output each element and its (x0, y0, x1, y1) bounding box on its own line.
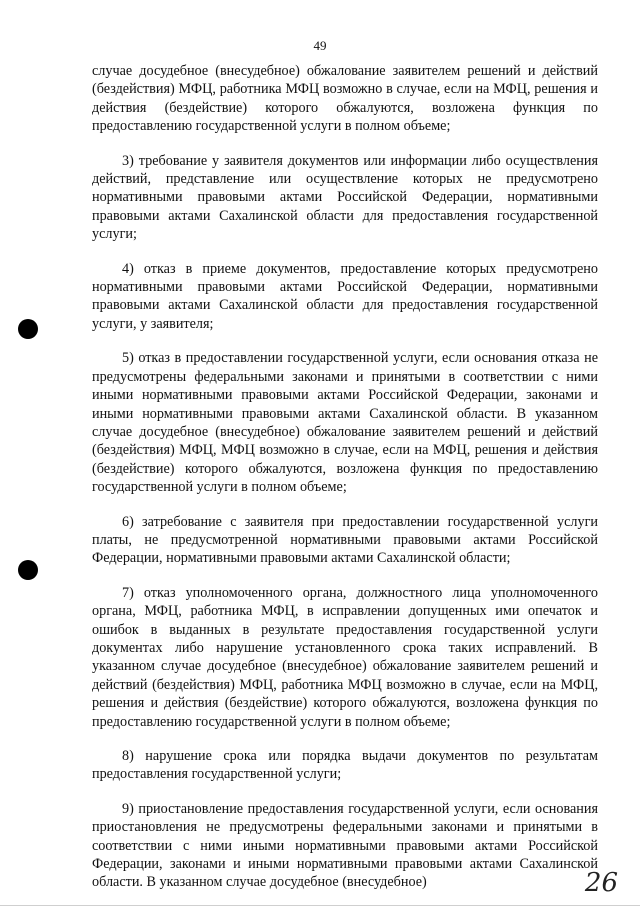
paragraph-item-4: 4) отказ в приеме документов, предоставление которых предусмотрено нормативными правовыми актами Российской Федерации, нормативными правовыми актами Сахалинской области для предоставления государственной услуги, у заявителя; (92, 260, 598, 332)
paragraph-continuation: случае досудебное (внесудебное) обжалование заявителем решений и действий (бездействия) МФЦ, работника МФЦ возможно в случае, если на МФЦ, решения и действия (бездействие) которого обжалуются, возложена функция по предоставлению государственной услуги в полном объеме; (92, 63, 598, 135)
paragraph-item-8: 8) нарушение срока или порядка выдачи документов по результатам предоставления государственной услуги; (92, 748, 598, 783)
handwritten-sheet-number: 26 (584, 868, 618, 898)
paragraph-item-9: 9) приостановление предоставления государственной услуги, если основания приостановления не предусмотрены федеральными законами и принятыми в соответствии с ними иными нормативными правовыми актами Российской Федерации, законами и иными нормативными правовыми актами Сахалинской области. В указанном случае досудебное (внесудебное) (92, 800, 598, 891)
paragraph-item-7: 7) отказ уполномоченного органа, должностного лица уполномоченного органа, МФЦ, работника МФЦ, в исправлении допущенных ими опечаток и ошибок в выданных в результате предоставления государственной услуги документах либо нарушение установленного срока таких исправлений. В указанном случае досудебное (внесудебное) обжалование заявителем решений и действий (бездействия) МФЦ, работника МФЦ возможно в случае, если на МФЦ, решения и действия (бездействие) которого обжалуются, возложена функция по предоставлению государственной услуги в полном объеме; (92, 584, 598, 730)
page-number: 49 (313, 38, 327, 53)
page-bottom-edge (0, 905, 640, 906)
punch-hole-mark (18, 560, 38, 580)
paragraph-item-6: 6) затребование с заявителя при предоставлении государственной услуги платы, не предусмотренной нормативными правовыми актами Российской Федерации, нормативными правовыми актами Сахалинской области; (92, 513, 598, 567)
punch-hole-mark (18, 319, 38, 339)
document-body (92, 62, 598, 908)
paragraph-item-3: 3) требование у заявителя документов или информации либо осуществления действий, представление или осуществление которых не предусмотрено нормативными правовыми актами Российской Федерации, нормативными правовыми актами Сахалинской области для предоставления государственной услуги; (92, 152, 598, 243)
paragraph-item-5: 5) отказ в предоставлении государственной услуги, если основания отказа не предусмотрены федеральными законами и принятыми в соответствии с ними иными нормативными правовыми актами Российской Федерации, законами и иными нормативными правовыми актами Сахалинской области. В указанном случае досудебное (внесудебное) обжалование заявителем решений и действий (бездействия) МФЦ, МФЦ возможно в случае, если на МФЦ, решения и действия (бездействие) которого обжалуются, возложена функция по предоставлению государственной услуги в полном объеме; (92, 350, 598, 496)
